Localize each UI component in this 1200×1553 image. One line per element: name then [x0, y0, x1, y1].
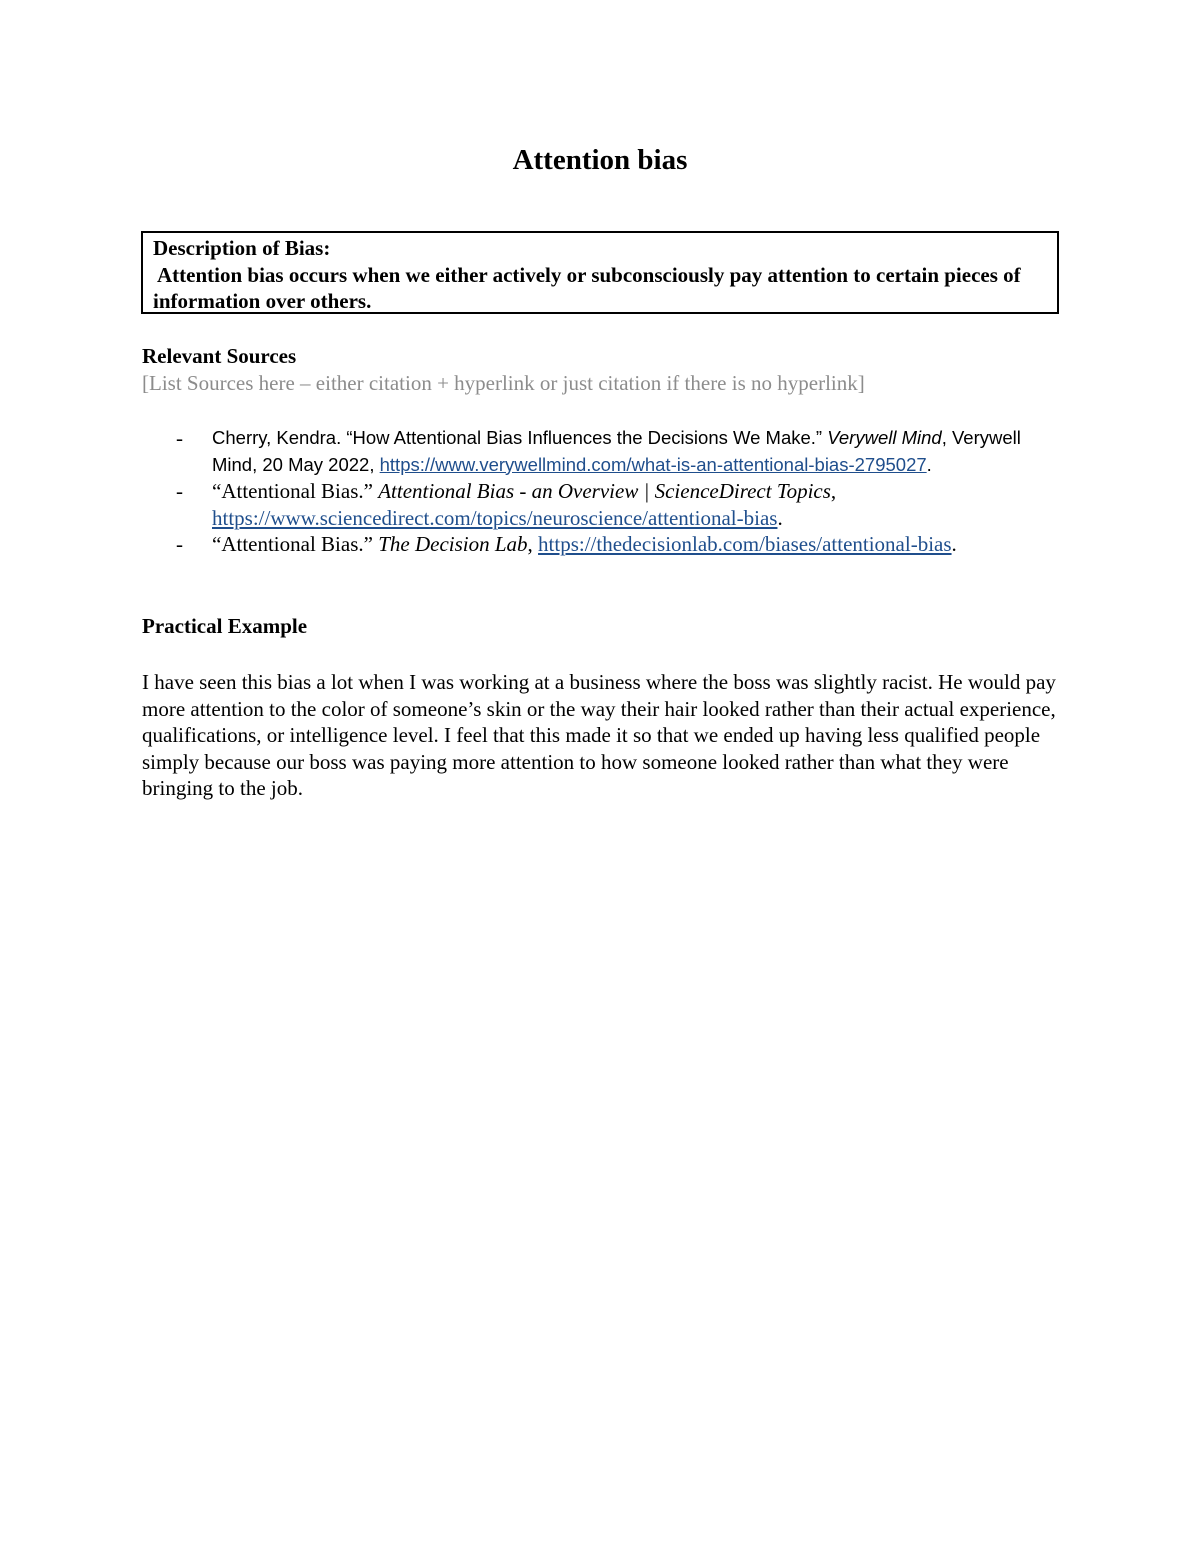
list-bullet: -: [176, 426, 183, 450]
practical-heading: Practical Example: [142, 614, 308, 638]
source-publication: Attentional Bias - an Overview | ScienceDirect Topics: [378, 479, 831, 503]
source-details: ,: [527, 532, 539, 556]
sources-heading: Relevant Sources: [142, 344, 297, 368]
source-end: .: [777, 505, 783, 530]
source-item: [142, 478, 1062, 531]
description-label: Description of Bias:: [153, 236, 331, 260]
source-end: .: [951, 532, 957, 556]
practical-body: I have seen this bias a lot when I was working at a business where the boss was slightly racist. He would pay more attention to the color of someone’s skin or the way their hair looked rather than their actual experience, qualifications, or intelligence level. I feel that this made it so that we ended up having less qualified people simply because our boss was paying more attention to how someone looked rather than what they were bringing to the job.: [142, 670, 1056, 800]
source-author-title: “Attentional Bias.”: [212, 479, 379, 503]
sources-hint: [List Sources here – either citation + hyperlink or just citation if there is no hyperlink]: [142, 371, 865, 395]
source-end: .: [926, 453, 932, 475]
source-item: [142, 531, 1062, 558]
source-details: , Verywell Mind, 20 May 2022,: [212, 427, 1021, 475]
list-bullet: -: [176, 479, 183, 503]
source-link[interactable]: https://thedecisionlab.com/biases/attentional-bias: [538, 532, 952, 556]
source-link[interactable]: https://www.verywellmind.com/what-is-an-attentional-bias-2795027: [379, 453, 927, 475]
source-author-title: Cherry, Kendra. “How Attentional Bias Influences the Decisions We Make.”: [212, 427, 828, 448]
sources-list: [142, 425, 1062, 558]
description-box: [141, 231, 1059, 314]
source-publication: Verywell Mind: [827, 427, 942, 448]
source-publication: The Decision Lab: [378, 532, 528, 556]
source-author-title: “Attentional Bias.”: [212, 532, 379, 556]
source-details: ,: [830, 479, 837, 503]
list-bullet: -: [176, 532, 183, 556]
source-link[interactable]: https://www.sciencedirect.com/topics/neuroscience/attentional-bias: [212, 505, 778, 530]
description-text: Attention bias occurs when we either actively or subconsciously pay attention to certain pieces of information over others.: [153, 262, 1021, 313]
document-title: Attention bias: [512, 144, 688, 176]
source-item: [142, 425, 1062, 478]
